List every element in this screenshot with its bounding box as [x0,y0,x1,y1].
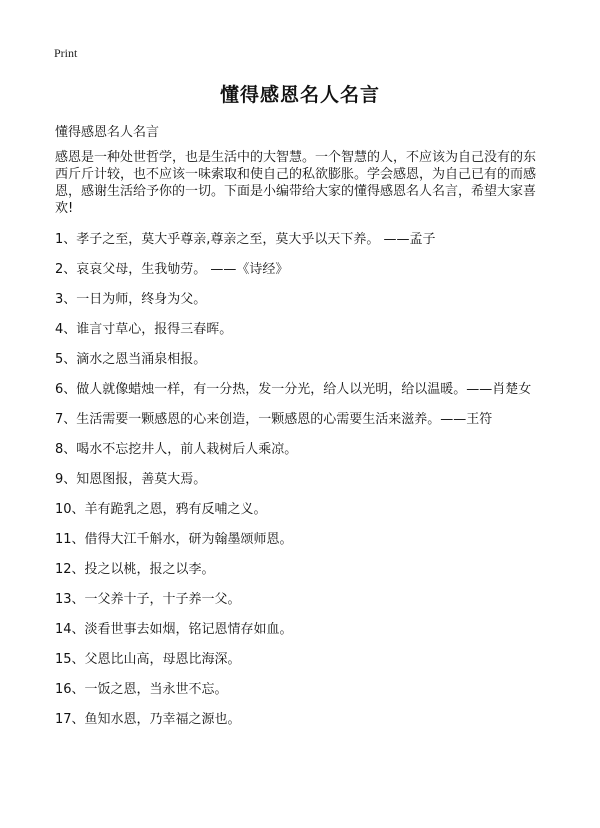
quote-item: 9、知恩图报，善莫大焉。 [55,472,207,487]
quote-item: 4、谁言寸草心，报得三春晖。 [55,322,233,337]
quote-item: 10、羊有跪乳之恩，鸦有反哺之义。 [55,502,267,517]
quote-item: 8、喝水不忘挖井人，前人栽树后人乘凉。 [55,442,298,457]
quote-item: 5、滴水之恩当涌泉相报。 [55,352,207,367]
intro-paragraph: 感恩是一种处世哲学，也是生活中的大智慧。一个智慧的人，不应该为自己没有的东西斤斤计较，也不应该一味索取和使自己的私欲膨胀。学会感恩，为自己已有的而感恩，感谢生活给予你的一切。下面是小编带给大家的懂得感恩名人名言，希望大家喜欢! [55,150,537,216]
quote-item: 13、一父养十子，十子养一父。 [55,592,241,607]
article-subtitle: 懂得感恩名人名言 [55,125,160,140]
quote-item: 14、淡看世事去如烟，铭记恩情存如血。 [55,622,293,637]
quote-item: 2、哀哀父母，生我劬劳。 ——《诗经》 [55,262,289,277]
quote-item: 16、一饭之恩，当永世不忘。 [55,682,228,697]
page-title: 懂得感恩名人名言 [219,84,380,106]
quote-item: 11、借得大江千斛水，研为翰墨颂师恩。 [55,532,293,547]
quote-item: 1、孝子之至，莫大乎尊亲,尊亲之至，莫大乎以天下养。 ——孟子 [55,232,436,247]
quote-item: 6、做人就像蜡烛一样，有一分热，发一分光，给人以光明，给以温暖。——肖楚女 [55,382,532,397]
quote-item: 3、一日为师，终身为父。 [55,292,207,307]
quote-item: 12、投之以桃，报之以李。 [55,562,215,577]
print-link[interactable]: Print [54,46,78,60]
quote-list [55,231,547,741]
quote-item: 7、生活需要一颗感恩的心来创造，一颗感恩的心需要生活来滋养。——王符 [55,412,493,427]
quote-item: 15、父恩比山高，母恩比海深。 [55,652,241,667]
quote-item: 17、鱼知水恩，乃幸福之源也。 [55,712,241,727]
